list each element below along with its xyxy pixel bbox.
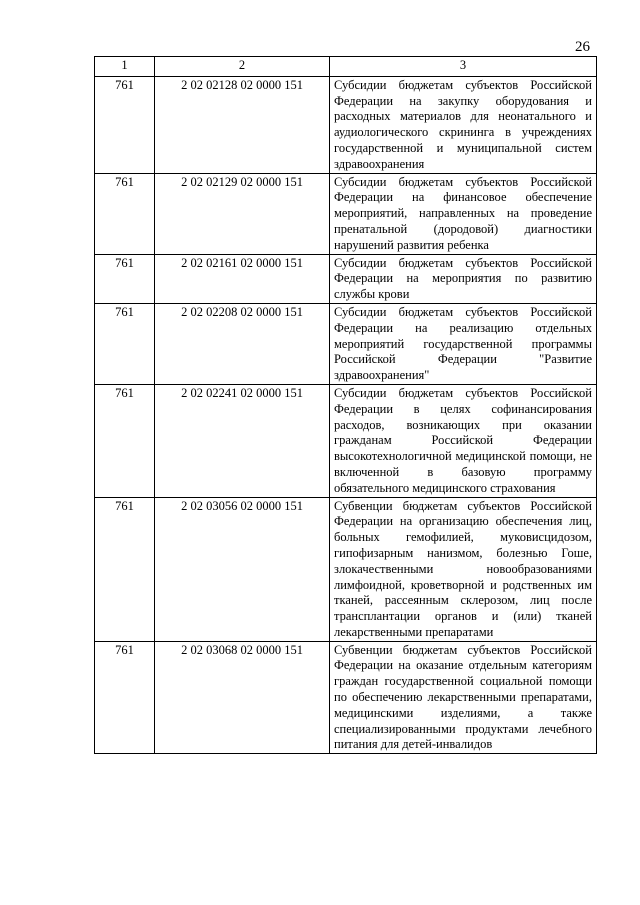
description-cell: Субсидии бюджетам субъектов Российской Федерации на финансовое обеспечение мероприятий, направленных на проведение пренатальной (дородовой) диагностики нарушений развития ребенка (330, 173, 597, 254)
column-header-1: 1 (95, 57, 155, 77)
column-header-3: 3 (330, 57, 597, 77)
page-number: 26 (575, 39, 590, 55)
budget-code-cell: 2 02 03056 02 0000 151 (155, 497, 330, 641)
table-row (95, 497, 597, 641)
budget-code-cell: 2 02 02161 02 0000 151 (155, 254, 330, 303)
budget-code-cell: 2 02 02241 02 0000 151 (155, 384, 330, 497)
description-cell: Субсидии бюджетам субъектов Российской Федерации в целях софинансирования расходов, возникающих при оказании гражданам Российской Федерации высокотехнологичной медицинской помощи, не включенной в базовую программу обязательного медицинского страхования (330, 384, 597, 497)
budget-code-cell: 2 02 03068 02 0000 151 (155, 641, 330, 754)
table-row (95, 76, 597, 173)
admin-code-cell: 761 (95, 76, 155, 173)
column-header-2: 2 (155, 57, 330, 77)
table-row (95, 384, 597, 497)
budget-code-cell: 2 02 02129 02 0000 151 (155, 173, 330, 254)
table-body (95, 76, 597, 753)
admin-code-cell: 761 (95, 497, 155, 641)
description-cell: Субвенции бюджетам субъектов Российской Федерации на организацию обеспечения лиц, больных гемофилией, муковисцидозом, гипофизарным нанизмом, болезнью Гоше, злокачественными новообразованиями лимфоидной, кроветворной и родственных им тканей, рассеянным склерозом, лиц после трансплантации органов и (или) тканей лекарственными препаратами (330, 497, 597, 641)
description-cell: Субсидии бюджетам субъектов Российской Федерации на мероприятия по развитию службы крови (330, 254, 597, 303)
admin-code-cell: 761 (95, 303, 155, 384)
table-row (95, 254, 597, 303)
admin-code-cell: 761 (95, 384, 155, 497)
table-row (95, 303, 597, 384)
table-row (95, 641, 597, 754)
admin-code-cell: 761 (95, 254, 155, 303)
table-row (95, 173, 597, 254)
description-cell: Субвенции бюджетам субъектов Российской Федерации на оказание отдельным категориям граждан государственной социальной помощи по обеспечению лекарственными препаратами, медицинскими изделиями, а также специализированными продуктами лечебного питания для детей-инвалидов (330, 641, 597, 754)
admin-code-cell: 761 (95, 173, 155, 254)
description-cell: Субсидии бюджетам субъектов Российской Федерации на реализацию отдельных мероприятий государственной программы Российской Федерации "Развитие здравоохранения" (330, 303, 597, 384)
admin-code-cell: 761 (95, 641, 155, 754)
table-header-row (95, 57, 597, 77)
budget-code-cell: 2 02 02208 02 0000 151 (155, 303, 330, 384)
budget-classification-table (94, 56, 597, 754)
budget-code-cell: 2 02 02128 02 0000 151 (155, 76, 330, 173)
description-cell: Субсидии бюджетам субъектов Российской Федерации на закупку оборудования и расходных материалов для неонатального и аудиологического скрининга в учреждениях государственной и муниципальной систем здравоохранения (330, 76, 597, 173)
